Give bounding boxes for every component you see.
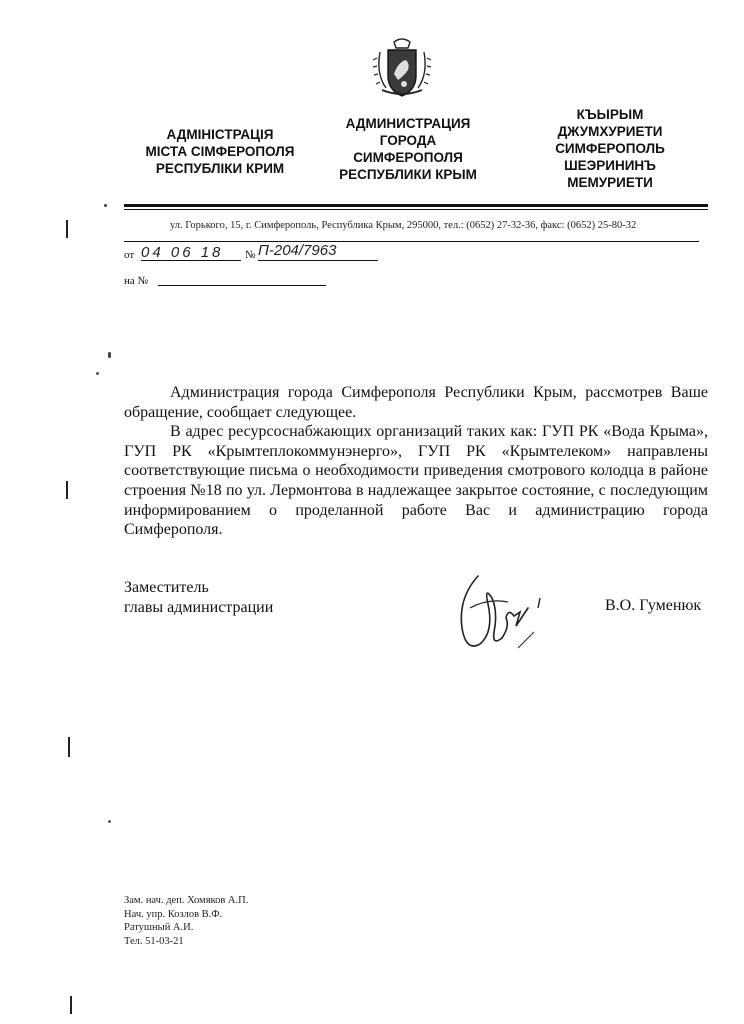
scan-speck xyxy=(96,372,99,375)
scan-speck xyxy=(108,352,111,358)
header-rule-thick xyxy=(124,204,708,207)
body-paragraph: Администрация города Симферополя Республики Крым, рассмотрев Ваше обращение, сообщает следующее. xyxy=(124,384,708,421)
header-right-line: КЪЫРЫМ xyxy=(576,107,644,122)
executor-line: Зам. нач. деп. Хомяков А.П. xyxy=(124,895,249,906)
header-right-line: ШЕЭРИНИНЪ xyxy=(564,158,656,173)
signatory-title-line: главы администрации xyxy=(124,598,274,616)
signatory-name: В.О. Гуменюк xyxy=(605,597,702,614)
letter-body xyxy=(124,383,708,540)
executor-block xyxy=(124,894,248,948)
scan-margin-mark xyxy=(66,481,68,499)
header-center-line: РЕСПУБЛИКИ КРЫМ xyxy=(339,167,477,182)
header-right-line: МЕМУРИЕТИ xyxy=(567,175,653,190)
reg-number-value: П-204/7963 xyxy=(258,242,337,259)
reg-date-value: 04 06 18 xyxy=(141,244,224,261)
header-left-ukrainian xyxy=(120,126,320,177)
header-rule-thin xyxy=(124,209,708,210)
address-underline xyxy=(124,241,699,242)
signatory-title-line: Заместитель xyxy=(124,579,209,596)
reg-date-field xyxy=(141,244,241,261)
reg-from-label: от xyxy=(124,249,135,261)
scan-speck xyxy=(108,820,111,823)
header-center-line: СИМФЕРОПОЛЯ xyxy=(353,150,463,165)
reg-number-field xyxy=(258,242,378,261)
executor-line: Нач. упр. Козлов В.Ф. xyxy=(124,908,223,920)
executor-line: Тел. 51-03-21 xyxy=(124,935,184,947)
body-paragraph: В адрес ресурсоснабжающих организаций таких как: ГУП РК «Вода Крыма», ГУП РК «Крымтеплокоммунэнерго», ГУП РК «Крымтелеком» направлены соответствующие письма о необходимости приведения смотрового колодца в районе строения №18 по ул. Лермонтова в надлежащее закрытое состояние, с последующим информированием о проделанной работе Вас и администрацию города Симферополя. xyxy=(124,423,708,539)
scan-margin-mark xyxy=(70,996,72,1014)
address-line: ул. Горького, 15, г. Симферополь, Республика Крым, 295000, тел.: (0652) 27-32-36, факс: (0652) 25-80-32 xyxy=(170,220,637,231)
header-right-line: СИМФЕРОПОЛЬ xyxy=(555,141,665,156)
scan-margin-mark xyxy=(68,737,70,757)
scan-margin-mark xyxy=(66,220,68,238)
reg-number-label: № xyxy=(245,249,256,261)
reg-ref-label: на № xyxy=(124,275,149,287)
header-center-russian xyxy=(318,115,498,183)
header-center-line: ГОРОДА xyxy=(379,133,437,148)
header-center-line: АДМИНИСТРАЦИЯ xyxy=(345,116,471,131)
handwritten-signature xyxy=(448,568,558,660)
reg-ref-field xyxy=(158,272,326,286)
scan-speck xyxy=(104,204,107,207)
header-right-crimean-tatar xyxy=(515,106,705,191)
coat-of-arms-emblem xyxy=(370,38,434,100)
header-right-line: ДЖУМХУРИЕТИ xyxy=(557,124,663,139)
header-left-line: РЕСПУБЛІКИ КРИМ xyxy=(155,161,285,176)
header-left-line: МІСТА СІМФЕРОПОЛЯ xyxy=(145,144,295,159)
executor-line: Ратушный А.И. xyxy=(124,922,194,933)
signatory-title xyxy=(124,578,273,617)
header-left-line: АДМІНІСТРАЦІЯ xyxy=(166,127,274,142)
